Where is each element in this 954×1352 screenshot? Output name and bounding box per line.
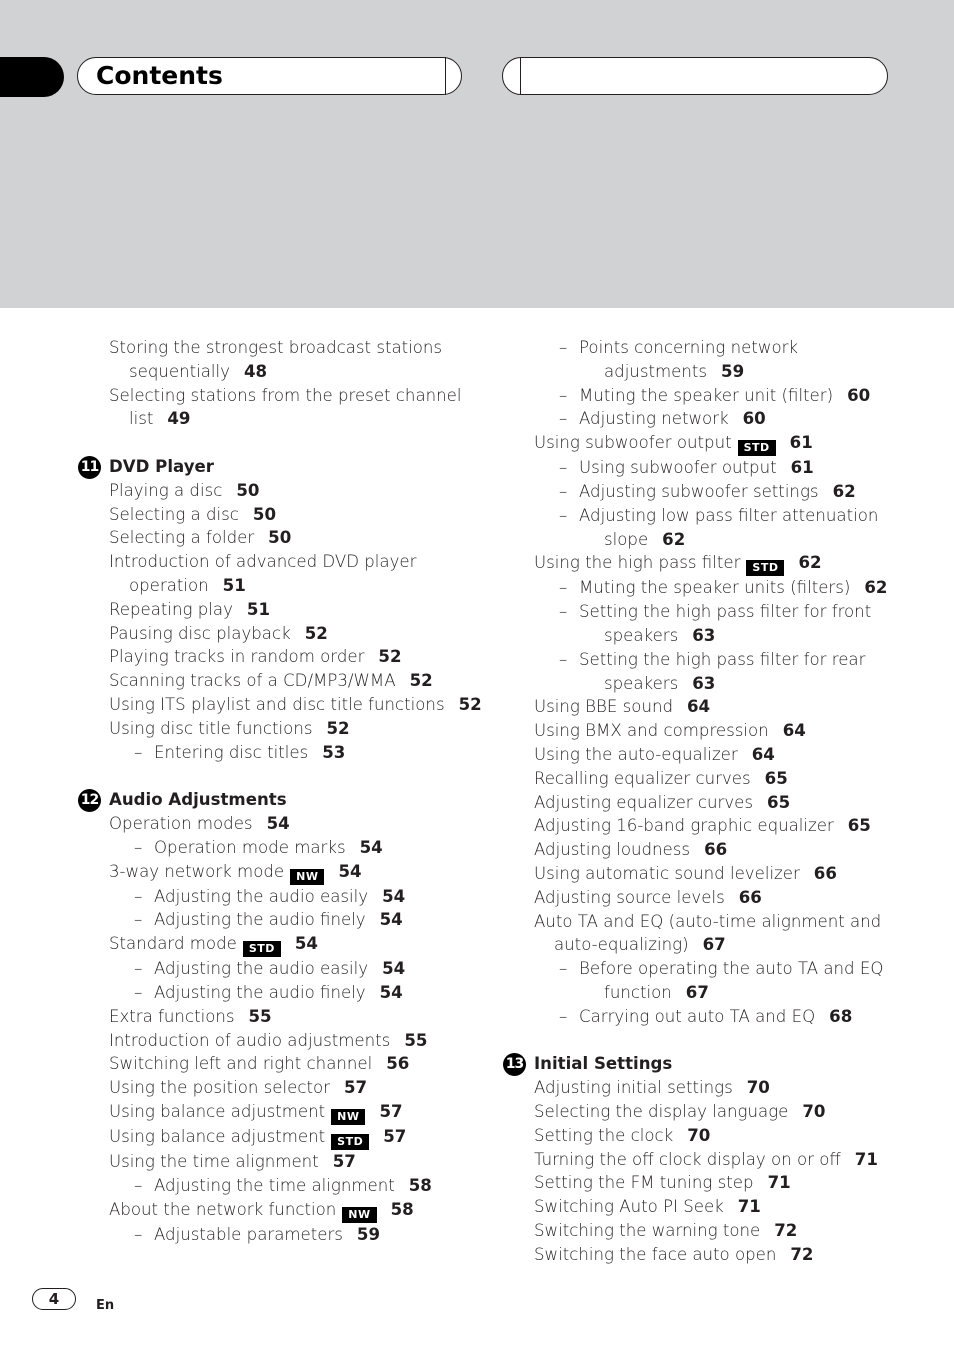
- toc-page-number: 64: [782, 721, 806, 741]
- section-tab-marker: [0, 57, 64, 97]
- toc-entry[interactable]: [503, 767, 923, 791]
- toc-entry-text: Using the auto-equalizer: [534, 744, 738, 764]
- toc-page-number: 64: [687, 697, 711, 717]
- toc-page-number: 66: [738, 887, 762, 907]
- toc-entry-text: Selecting a disc: [109, 504, 239, 524]
- toc-entry[interactable]: [503, 407, 923, 431]
- toc-entry-text: Using the high pass filter: [534, 553, 741, 573]
- toc-entry-text: Scanning tracks of a CD/MP3/WMA: [109, 671, 396, 691]
- toc-page-number: 48: [243, 361, 268, 381]
- toc-entry[interactable]: [78, 526, 478, 550]
- toc-page-number: 71: [737, 1197, 761, 1217]
- toc-entry[interactable]: [503, 838, 923, 862]
- toc-entry-text: Setting the high pass filter for rear: [579, 649, 866, 669]
- toc-entry-text: Adjusting network: [579, 409, 729, 429]
- toc-entry[interactable]: [503, 551, 923, 576]
- toc-entry[interactable]: [503, 743, 923, 767]
- sub-entry-dash: –: [559, 649, 568, 669]
- toc-page-number: 62: [864, 578, 888, 598]
- section-title: Initial Settings: [534, 1054, 673, 1074]
- toc-page-number: 54: [379, 910, 403, 930]
- toc-page-number: 50: [236, 480, 260, 500]
- toc-entry[interactable]: [503, 910, 923, 934]
- toc-entry[interactable]: [503, 576, 923, 600]
- toc-entry[interactable]: [503, 957, 923, 981]
- toc-entry-text: operation: [129, 575, 209, 595]
- toc-entry[interactable]: [78, 384, 478, 408]
- toc-page-number: 63: [692, 625, 716, 645]
- toc-entry-text: Adjustable parameters: [154, 1224, 343, 1244]
- toc-entry-continuation[interactable]: [503, 360, 923, 384]
- toc-page-number: 59: [721, 361, 745, 381]
- toc-page-number: 72: [774, 1220, 798, 1240]
- toc-entry-text: Using balance adjustment: [109, 1101, 326, 1121]
- toc-page-number: 58: [408, 1175, 432, 1195]
- toc-entry-text: Playing a disc: [109, 480, 223, 500]
- toc-entry[interactable]: [78, 645, 478, 669]
- toc-page-number: 65: [847, 816, 871, 836]
- title-box-divider: [445, 57, 446, 95]
- toc-entry[interactable]: [503, 719, 923, 743]
- toc-entry-text: Muting the speaker units (filters): [579, 578, 851, 598]
- toc-page-number: 61: [789, 433, 813, 453]
- toc-entry[interactable]: [78, 1100, 478, 1125]
- toc-entry-text: Using subwoofer output: [579, 458, 777, 478]
- section-number-badge: 13: [503, 1053, 526, 1076]
- mode-badge-std: STD: [746, 560, 784, 576]
- toc-entry[interactable]: [78, 812, 478, 836]
- toc-entry-text: Auto TA and EQ (auto-time alignment and: [534, 911, 882, 931]
- toc-entry-text: Points concerning network: [579, 338, 799, 357]
- toc-entry[interactable]: [78, 717, 478, 741]
- toc-entry[interactable]: [503, 431, 923, 456]
- toc-entry-text: Adjusting subwoofer settings: [579, 481, 819, 501]
- section-title: DVD Player: [109, 456, 214, 476]
- toc-page-number: 67: [702, 935, 726, 955]
- toc-entry-continuation[interactable]: [78, 574, 478, 598]
- toc-entry-text: Selecting the display language: [534, 1101, 789, 1121]
- toc-entry-text: Carrying out auto TA and EQ: [579, 1006, 816, 1026]
- toc-entry-text: Adjusting the audio easily: [154, 886, 369, 906]
- toc-page-number: 54: [382, 886, 406, 906]
- section-spacer: [503, 1029, 923, 1053]
- toc-entry[interactable]: [78, 693, 482, 717]
- toc-entry-text: Pausing disc playback: [109, 623, 291, 643]
- toc-page-number: 57: [332, 1151, 356, 1171]
- toc-page-number: 49: [167, 409, 191, 429]
- section-number-badge: 11: [78, 456, 101, 479]
- toc-page-number: 62: [832, 481, 856, 501]
- sub-entry-dash: –: [559, 481, 568, 501]
- toc-entry-text: Adjusting the time alignment: [154, 1175, 395, 1195]
- toc-entry[interactable]: [503, 1148, 923, 1172]
- toc-page-number: 57: [383, 1126, 407, 1146]
- blank-title-box: [502, 57, 888, 95]
- toc-entry[interactable]: [78, 1052, 478, 1076]
- toc-entry-text: speakers: [604, 625, 679, 645]
- toc-entry-continuation[interactable]: [78, 360, 478, 384]
- toc-entry[interactable]: [503, 1195, 923, 1219]
- toc-page-number: 57: [379, 1101, 403, 1121]
- toc-entry-text: Switching the warning tone: [534, 1220, 761, 1240]
- toc-entry[interactable]: [78, 336, 478, 360]
- toc-entry-text: Storing the strongest broadcast stations: [109, 338, 443, 357]
- page-number: 4: [32, 1288, 76, 1310]
- toc-page-number: 63: [692, 673, 716, 693]
- toc-entry[interactable]: [503, 1100, 923, 1124]
- toc-entry-text: Setting the clock: [534, 1125, 674, 1145]
- toc-entry-text: Introduction of advanced DVD player: [109, 552, 417, 572]
- toc-page-number: 54: [266, 813, 290, 833]
- toc-page-number: 71: [854, 1149, 878, 1169]
- toc-entry-text: slope: [604, 529, 649, 549]
- toc-entry-text: Switching Auto PI Seek: [534, 1197, 724, 1217]
- title-box: [77, 57, 462, 95]
- toc-entry-text: Adjusting low pass filter attenuation: [579, 505, 879, 525]
- toc-entry-text: Repeating play: [109, 599, 233, 619]
- toc-entry[interactable]: [503, 695, 923, 719]
- toc-entry-text: sequentially: [129, 361, 230, 381]
- toc-page-number: 65: [767, 792, 791, 812]
- toc-page-number: 57: [343, 1078, 368, 1098]
- toc-entry-text: Using balance adjustment: [109, 1126, 326, 1146]
- toc-entry-text: list: [129, 409, 154, 429]
- toc-entry[interactable]: [78, 1029, 478, 1053]
- toc-entry-text: Operation modes: [109, 813, 253, 833]
- toc-entry[interactable]: [503, 336, 923, 360]
- toc-entry-continuation[interactable]: [503, 528, 923, 552]
- toc-entry-text: Adjusting equalizer curves: [534, 792, 754, 812]
- toc-entry-text: Adjusting the audio easily: [154, 959, 369, 979]
- toc-page-number: 67: [685, 982, 709, 1002]
- sub-entry-dash: –: [134, 742, 143, 762]
- toc-entry-text: Adjusting initial settings: [534, 1078, 733, 1098]
- toc-entry[interactable]: [78, 550, 478, 574]
- toc-entry[interactable]: [78, 1223, 478, 1247]
- toc-page-number: 58: [390, 1199, 414, 1219]
- toc-entry[interactable]: [503, 648, 923, 672]
- sub-entry-dash: –: [559, 409, 568, 429]
- toc-entry-continuation[interactable]: [503, 981, 923, 1005]
- toc-entry-text: Recalling equalizer curves: [534, 768, 751, 788]
- toc-entry-text: Before operating the auto TA and EQ: [579, 959, 884, 979]
- mode-badge-nw: NW: [342, 1207, 376, 1223]
- toc-entry-text: Operation mode marks: [154, 837, 346, 857]
- toc-page-number: 70: [802, 1101, 826, 1121]
- toc-entry-text: Using BMX and compression: [534, 721, 769, 741]
- sub-entry-dash: –: [559, 385, 568, 405]
- toc-page-number: 56: [386, 1054, 410, 1074]
- blank-box-divider: [520, 57, 521, 95]
- toc-page-number: 70: [746, 1078, 770, 1098]
- toc-entry-text: Adjusting the audio finely: [154, 910, 366, 930]
- toc-entry-text: About the network function: [109, 1199, 337, 1219]
- toc-page-number: 65: [764, 768, 788, 788]
- toc-entry[interactable]: [78, 1174, 478, 1198]
- mode-badge-std: STD: [331, 1134, 369, 1150]
- toc-entry-text: Switching left and right channel: [109, 1054, 373, 1074]
- sub-entry-dash: –: [559, 1006, 568, 1026]
- toc-entry[interactable]: [78, 1005, 478, 1029]
- sub-entry-dash: –: [559, 338, 568, 357]
- toc-page-number: 60: [742, 409, 766, 429]
- toc-entry[interactable]: [78, 479, 478, 503]
- page-title: Contents: [96, 61, 223, 90]
- toc-entry[interactable]: [503, 862, 923, 886]
- section-title: Audio Adjustments: [109, 790, 287, 810]
- toc-entry-continuation[interactable]: [503, 624, 923, 648]
- toc-entry[interactable]: [503, 504, 923, 528]
- toc-entry-text: Standard mode: [109, 934, 237, 954]
- toc-page-number: 55: [248, 1006, 272, 1026]
- mode-badge-nw: NW: [290, 869, 324, 885]
- toc-entry-text: Using BBE sound: [534, 697, 674, 717]
- toc-page-number: 62: [662, 529, 686, 549]
- toc-page-number: 70: [687, 1125, 711, 1145]
- toc-entry-text: adjustments: [604, 361, 708, 381]
- toc-entry-text: Using subwoofer output: [534, 433, 732, 453]
- toc-entry[interactable]: [78, 860, 478, 885]
- toc-page-number: 53: [322, 742, 346, 762]
- sub-entry-dash: –: [559, 959, 568, 979]
- sub-entry-dash: –: [559, 578, 568, 598]
- mode-badge-std: STD: [243, 941, 281, 957]
- toc-section-heading[interactable]: [78, 788, 478, 812]
- toc-page-number: 71: [767, 1173, 791, 1193]
- toc-entry[interactable]: [503, 1005, 923, 1029]
- toc-page-number: 54: [379, 982, 403, 1002]
- toc-entry[interactable]: [503, 1243, 923, 1267]
- toc-entry-text: auto-equalizing): [554, 935, 689, 955]
- toc-page-number: 50: [268, 528, 292, 548]
- toc-entry-continuation[interactable]: [503, 672, 923, 696]
- toc-entry-text: Using the position selector: [109, 1078, 330, 1098]
- toc-page-number: 72: [790, 1244, 814, 1264]
- sub-entry-dash: –: [134, 982, 143, 1002]
- toc-entry-text: Adjusting source levels: [534, 887, 725, 907]
- toc-entry-text: Introduction of audio adjustments: [109, 1030, 391, 1050]
- toc-page-number: 51: [246, 599, 270, 619]
- toc-entry[interactable]: [503, 480, 923, 504]
- toc-page-number: 50: [252, 504, 276, 524]
- toc-section-heading[interactable]: [503, 1052, 923, 1076]
- sub-entry-dash: –: [559, 602, 568, 622]
- toc-entry[interactable]: [503, 600, 923, 624]
- toc-entry[interactable]: [78, 503, 478, 527]
- toc-entry[interactable]: [503, 814, 923, 838]
- toc-entry[interactable]: [78, 669, 478, 693]
- toc-entry[interactable]: [503, 384, 923, 408]
- toc-entry[interactable]: [503, 456, 923, 480]
- toc-entry-text: Using ITS playlist and disc title functions: [109, 694, 445, 714]
- toc-page-number: 60: [847, 385, 871, 405]
- toc-entry[interactable]: [78, 1198, 478, 1223]
- sub-entry-dash: –: [134, 910, 143, 930]
- toc-entry[interactable]: [78, 1076, 478, 1100]
- toc-entry-text: Adjusting the audio finely: [154, 982, 366, 1002]
- toc-entry-text: Muting the speaker unit (filter): [579, 385, 834, 405]
- toc-page-number: 66: [813, 863, 837, 883]
- toc-entry[interactable]: [503, 1219, 923, 1243]
- toc-page-number: 52: [458, 694, 482, 714]
- toc-page-number: 54: [294, 934, 318, 954]
- toc-page-number: 54: [338, 861, 362, 881]
- toc-entry[interactable]: [78, 741, 478, 765]
- toc-entry[interactable]: [78, 932, 478, 957]
- toc-entry-text: Using disc title functions: [109, 718, 313, 738]
- sub-entry-dash: –: [134, 1175, 143, 1195]
- toc-entry-text: function: [604, 982, 672, 1002]
- toc-entry[interactable]: [503, 886, 923, 910]
- toc-entry[interactable]: [503, 1076, 923, 1100]
- toc-right-column: [503, 336, 923, 1266]
- toc-entry[interactable]: [78, 1125, 478, 1150]
- toc-entry-text: Turning the off clock display on or off: [534, 1149, 841, 1169]
- toc-entry[interactable]: [78, 981, 478, 1005]
- sub-entry-dash: –: [134, 959, 143, 979]
- toc-page-number: 51: [222, 575, 246, 595]
- toc-page-number: 54: [359, 837, 383, 857]
- sub-entry-dash: –: [559, 458, 568, 478]
- toc-entry[interactable]: [78, 1150, 478, 1174]
- toc-page-number: 52: [409, 671, 433, 691]
- header-banner: [0, 0, 954, 308]
- toc-entry-text: Adjusting loudness: [534, 840, 691, 860]
- toc-entry[interactable]: [78, 598, 478, 622]
- toc-entry[interactable]: [78, 836, 478, 860]
- toc-entry[interactable]: [78, 622, 478, 646]
- toc-entry-text: Using the time alignment: [109, 1151, 319, 1171]
- language-label: En: [96, 1298, 115, 1313]
- toc-page-number: 52: [326, 718, 350, 738]
- toc-entry[interactable]: [78, 908, 478, 932]
- toc-entry-text: speakers: [604, 673, 679, 693]
- sub-entry-dash: –: [134, 886, 143, 906]
- toc-left-column: [78, 336, 482, 1246]
- toc-page-number: 54: [382, 959, 406, 979]
- toc-entry-text: Selecting stations from the preset channel: [109, 385, 462, 405]
- toc-entry-text: Using automatic sound levelizer: [534, 863, 800, 883]
- toc-entry-text: Entering disc titles: [154, 742, 309, 762]
- toc-entry-continuation[interactable]: [503, 933, 923, 957]
- sub-entry-dash: –: [134, 837, 143, 857]
- toc-page-number: 61: [790, 458, 814, 478]
- toc-entry-text: 3-way network mode: [109, 861, 285, 881]
- sub-entry-dash: –: [134, 1224, 143, 1244]
- mode-badge-std: STD: [738, 440, 776, 456]
- toc-page-number: 64: [751, 744, 775, 764]
- toc-page-number: 52: [378, 647, 402, 667]
- toc-entry-text: Selecting a folder: [109, 528, 255, 548]
- toc-entry-text: Playing tracks in random order: [109, 647, 365, 667]
- toc-page-number: 59: [356, 1224, 381, 1244]
- toc-entry[interactable]: [78, 885, 478, 909]
- toc-page-number: 66: [704, 840, 728, 860]
- section-spacer: [78, 431, 478, 455]
- sub-entry-dash: –: [559, 505, 568, 525]
- toc-page-number: 55: [404, 1030, 428, 1050]
- toc-section-heading[interactable]: [78, 455, 478, 479]
- toc-entry-text: Extra functions: [109, 1006, 235, 1026]
- toc-page-number: 52: [304, 623, 328, 643]
- toc-entry[interactable]: [78, 957, 478, 981]
- toc-page-number: 62: [798, 553, 822, 573]
- toc-entry-text: Setting the FM tuning step: [534, 1173, 754, 1193]
- toc-page-number: 68: [829, 1006, 853, 1026]
- toc-entry[interactable]: [503, 791, 923, 815]
- toc-entry-text: Adjusting 16-band graphic equalizer: [534, 816, 834, 836]
- toc-entry[interactable]: [503, 1171, 923, 1195]
- toc-entry-text: Setting the high pass filter for front: [579, 602, 872, 622]
- toc-entry-continuation[interactable]: [78, 407, 478, 431]
- mode-badge-nw: NW: [331, 1109, 365, 1125]
- toc-entry-text: Switching the face auto open: [534, 1244, 777, 1264]
- section-number-badge: 12: [78, 789, 101, 812]
- toc-entry[interactable]: [503, 1124, 923, 1148]
- section-spacer: [78, 764, 478, 788]
